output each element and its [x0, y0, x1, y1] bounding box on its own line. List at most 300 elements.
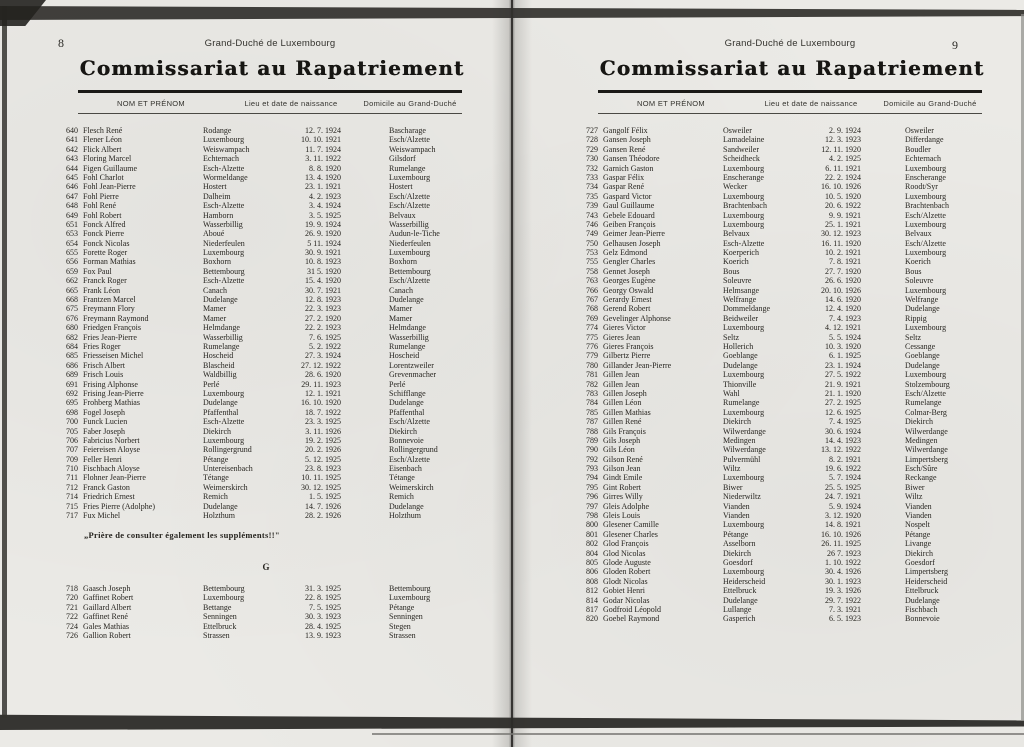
row-name: Gerardy Ernest [603, 295, 652, 305]
table-row [56, 295, 486, 304]
row-birthdate: 19. 6. 1922 [825, 464, 861, 474]
column-header-domicile: Domicile au Grand-Duché [883, 99, 977, 108]
row-domicile: Stolzembourg [905, 379, 950, 389]
table-row [576, 182, 1016, 191]
row-name: Georgy Oswald [603, 285, 654, 295]
table-row [56, 314, 486, 323]
row-birthplace: Aboué [203, 229, 225, 239]
row-name: Georges Eugène [603, 276, 656, 286]
table-row [576, 164, 1016, 173]
page-title-right: Commissariat au Rapatriement [599, 56, 985, 80]
row-birthdate: 26. 11. 1925 [821, 539, 861, 549]
row-birthplace: Koerperich [723, 248, 759, 258]
row-domicile: Senningen [389, 612, 423, 622]
table-row [576, 455, 1016, 464]
row-birthplace: Hostert [203, 182, 227, 192]
row-number: 789 [586, 435, 598, 445]
table-row [576, 239, 1016, 248]
table-row [56, 483, 486, 492]
row-birthplace: Helmsange [723, 285, 759, 295]
row-birthdate: 31 5. 1920 [307, 266, 341, 276]
row-name: Funck Lucien [83, 417, 128, 427]
table-row [576, 389, 1016, 398]
row-birthdate: 12. 1. 1921 [305, 388, 341, 398]
row-name: Gillen Mathias [603, 407, 651, 417]
row-birthdate: 30. 1. 1923 [825, 576, 861, 586]
row-birthdate: 2. 9. 1924 [829, 126, 861, 135]
row-number: 728 [586, 135, 598, 145]
row-birthplace: Thionville [723, 379, 757, 389]
row-domicile: Cessange [905, 341, 936, 351]
row-birthplace: Rollingergrund [203, 445, 252, 455]
row-birthdate: 12. 6. 1925 [825, 407, 861, 417]
row-name: Fries Roger [83, 341, 121, 351]
row-name: Frantzen Marcel [83, 295, 136, 305]
row-domicile: Bettembourg [389, 584, 431, 593]
row-name: Frisch Louis [83, 370, 124, 380]
row-domicile: Goesdorf [905, 557, 935, 567]
row-birthplace: Diekirch [203, 426, 231, 436]
row-name: Gevelinger Alphonse [603, 313, 671, 323]
row-birthdate: 19. 3. 1926 [825, 586, 861, 596]
row-birthdate: 6. 11. 1921 [825, 163, 861, 173]
row-domicile: Luxembourg [905, 248, 947, 258]
row-birthplace: Luxembourg [723, 210, 765, 220]
row-name: Garnich Gaston [603, 163, 654, 173]
row-domicile: Rippig [905, 313, 927, 323]
row-domicile: Boxhorn [389, 257, 417, 267]
row-birthplace: Biwer [723, 482, 743, 492]
row-number: 668 [66, 295, 78, 305]
row-birthplace: Wiltz [723, 464, 741, 474]
row-birthplace: Wasserbillig [203, 332, 243, 342]
row-name: Fonck Pierre [83, 229, 125, 239]
row-birthdate: 6. 1. 1925 [829, 351, 861, 361]
row-birthplace: Diekirch [723, 548, 751, 558]
column-header-birth: Lieu et date de naissance [764, 99, 858, 108]
row-number: 797 [586, 501, 598, 511]
row-birthplace: Strassen [203, 630, 230, 640]
row-name: Gint Robert [603, 482, 641, 492]
table-row [576, 229, 1016, 238]
row-domicile: Vianden [905, 501, 932, 511]
row-domicile: Livange [905, 539, 932, 549]
row-birthdate: 13. 12. 1922 [821, 445, 861, 455]
row-birthplace: Niederfeulen [203, 238, 245, 248]
table-row [56, 593, 486, 602]
header-rule-thin-left [78, 113, 462, 114]
row-birthplace: Esch-Alzette [723, 238, 765, 248]
row-number: 647 [66, 191, 78, 201]
row-birthplace: Echternach [203, 154, 239, 164]
row-name: Fabricius Norbert [83, 435, 140, 445]
row-domicile: Welfrange [905, 295, 939, 305]
table-row [576, 192, 1016, 201]
row-birthdate: 1. 5. 1925 [309, 492, 341, 502]
row-number: 724 [66, 621, 78, 631]
row-number: 714 [66, 492, 78, 502]
table-row [56, 631, 486, 640]
table-row [56, 436, 486, 445]
row-birthdate: 30. 9. 1921 [305, 248, 341, 258]
row-birthplace: Hollerich [723, 341, 754, 351]
row-birthplace: Helmdange [203, 323, 240, 333]
row-number: 785 [586, 407, 598, 417]
row-domicile: Wasserbillig [389, 219, 429, 229]
table-row [56, 464, 486, 473]
row-birthdate: 27. 2. 1920 [305, 313, 341, 323]
row-birthdate: 16. 10. 1920 [301, 398, 341, 408]
row-domicile: Esch/Sûre [905, 464, 938, 474]
row-birthdate: 1. 10. 1922 [825, 557, 861, 567]
table-row [576, 502, 1016, 511]
row-birthdate: 13. 4. 1920 [305, 172, 341, 182]
row-name: Gaffinet Robert [83, 593, 134, 603]
row-birthdate: 26 7. 1923 [827, 548, 861, 558]
table-row [56, 445, 486, 454]
row-number: 784 [586, 398, 598, 408]
row-birthdate: 25. 5. 1925 [825, 482, 861, 492]
table-row [56, 455, 486, 464]
row-name: Flener Léon [83, 135, 122, 145]
row-birthdate: 3. 12. 1920 [825, 511, 861, 521]
row-birthdate: 19. 2. 1925 [305, 435, 341, 445]
table-row [576, 530, 1016, 539]
row-number: 792 [586, 454, 598, 464]
row-domicile: Dudelange [905, 304, 940, 314]
table-row [56, 220, 486, 229]
row-name: Faber Joseph [83, 426, 125, 436]
row-birthdate: 10. 8. 1923 [305, 257, 341, 267]
table-row [576, 370, 1016, 379]
row-birthplace: Ettelbruck [723, 586, 757, 596]
table-row [56, 286, 486, 295]
row-domicile: Luxembourg [905, 191, 947, 201]
row-birthplace: Holzthum [203, 511, 235, 521]
row-number: 684 [66, 341, 78, 351]
row-domicile: Bonnevoie [389, 435, 424, 445]
table-row [56, 389, 486, 398]
row-domicile: Pétange [905, 529, 931, 539]
table-row [56, 492, 486, 501]
row-domicile: Rollingergrund [389, 445, 438, 455]
row-birthplace: Luxembourg [723, 473, 765, 483]
supplements-note: „Prière de consulter également les suppléments!!" [84, 530, 280, 540]
row-birthdate: 4. 2. 1925 [829, 154, 861, 164]
row-birthdate: 7. 4. 1923 [829, 313, 861, 323]
row-name: Franck Gaston [83, 482, 130, 492]
row-number: 705 [66, 426, 78, 436]
row-number: 758 [586, 266, 598, 276]
row-number: 781 [586, 370, 598, 380]
table-row [576, 135, 1016, 144]
row-birthplace: Enscherange [723, 172, 764, 182]
row-number: 720 [66, 593, 78, 603]
row-name: Glesener Camille [603, 520, 659, 530]
row-birthplace: Wormeldange [203, 172, 248, 182]
row-number: 794 [586, 473, 598, 483]
row-birthplace: Dudelange [723, 360, 758, 370]
table-row [576, 520, 1016, 529]
table-row [56, 201, 486, 210]
row-domicile: Dudelange [905, 595, 940, 605]
row-name: Gillen Léon [603, 398, 642, 408]
row-birthdate: 20. 2. 1926 [305, 445, 341, 455]
table-row [56, 584, 486, 593]
row-birthdate: 12. 4. 1920 [825, 304, 861, 314]
row-birthdate: 23. 1. 1924 [825, 360, 861, 370]
row-birthplace: Luxembourg [723, 323, 765, 333]
row-name: Fux Michel [83, 511, 121, 521]
row-domicile: Reckange [905, 473, 937, 483]
table-row [576, 596, 1016, 605]
row-domicile: Weiswampach [389, 144, 436, 154]
row-birthplace: Rumelange [203, 341, 240, 351]
row-name: Freymann Raymond [83, 313, 149, 323]
table-row [56, 370, 486, 379]
row-domicile: Diekirch [389, 426, 417, 436]
row-birthdate: 4. 12. 1921 [825, 323, 861, 333]
row-name: Geiben François [603, 219, 656, 229]
row-number: 798 [586, 511, 598, 521]
page-title-left: Commissariat au Rapatriement [79, 56, 465, 80]
row-domicile: Soleuvre [905, 276, 934, 286]
register-table-left-section-g [56, 584, 486, 640]
row-birthdate: 22. 3. 1923 [305, 304, 341, 314]
row-name: Gengler Charles [603, 257, 656, 267]
row-number: 712 [66, 482, 78, 492]
row-birthplace: Vianden [723, 501, 750, 511]
row-name: Gilson René [603, 454, 643, 464]
table-row [56, 126, 486, 135]
row-number: 782 [586, 379, 598, 389]
row-domicile: Wilwerdange [905, 426, 948, 436]
table-row [56, 135, 486, 144]
row-name: Gillen René [603, 417, 642, 427]
row-birthdate: 28. 6. 1920 [305, 370, 341, 380]
row-name: Glod Nicolas [603, 548, 646, 558]
row-number: 640 [66, 126, 78, 135]
row-name: Fohl Jean-Pierre [83, 182, 136, 192]
row-birthplace: Bettembourg [203, 584, 245, 593]
row-birthdate: 6. 5. 1923 [829, 614, 861, 624]
row-domicile: Fischbach [905, 604, 938, 614]
row-domicile: Differdange [905, 135, 944, 145]
row-name: Gieres Jean [603, 332, 641, 342]
row-birthplace: Luxembourg [203, 135, 245, 145]
row-domicile: Seltz [905, 332, 921, 342]
row-name: Friesseisen Michel [83, 351, 144, 361]
column-header-domicile: Domicile au Grand-Duché [363, 99, 457, 108]
row-name: Gaspard Victor [603, 191, 652, 201]
row-birthdate: 15. 4. 1920 [305, 276, 341, 286]
row-name: Frisch Albert [83, 360, 125, 370]
row-birthplace: Dommeldange [723, 304, 771, 314]
row-name: Gerend Robert [603, 304, 651, 314]
row-name: Gillen Joseph [603, 388, 647, 398]
row-domicile: Luxembourg [389, 172, 431, 182]
row-number: 644 [66, 163, 78, 173]
row-number: 717 [66, 511, 78, 521]
table-row [56, 257, 486, 266]
table-row [56, 267, 486, 276]
row-number: 814 [586, 595, 598, 605]
row-number: 655 [66, 248, 78, 258]
row-domicile: Hostert [389, 182, 413, 192]
row-domicile: Luxembourg [389, 593, 431, 603]
row-number: 743 [586, 210, 598, 220]
row-number: 709 [66, 454, 78, 464]
row-birthdate: 30. 7. 1921 [305, 285, 341, 295]
row-domicile: Medingen [905, 435, 938, 445]
row-domicile: Canach [389, 285, 413, 295]
row-birthdate: 5 11. 1924 [307, 238, 341, 248]
row-number: 796 [586, 492, 598, 502]
row-number: 739 [586, 201, 598, 211]
row-number: 648 [66, 201, 78, 211]
row-name: Franck Roger [83, 276, 127, 286]
row-birthplace: Tétange [203, 473, 229, 483]
row-birthplace: Pétange [203, 454, 229, 464]
row-number: 651 [66, 219, 78, 229]
row-domicile: Luxembourg [905, 370, 947, 380]
row-birthplace: Rodange [203, 126, 232, 135]
row-birthdate: 30. 4. 1926 [825, 567, 861, 577]
table-row [576, 333, 1016, 342]
row-name: Glesener Charles [603, 529, 658, 539]
row-domicile: Bettembourg [389, 266, 431, 276]
row-birthplace: Welfrange [723, 295, 757, 305]
row-birthdate: 29. 7. 1922 [825, 595, 861, 605]
row-name: Gillen Jean [603, 379, 640, 389]
row-number: 649 [66, 210, 78, 220]
row-name: Glod François [603, 539, 649, 549]
row-birthplace: Ettelbruck [203, 621, 237, 631]
row-birthdate: 12. 11. 1920 [821, 144, 861, 154]
row-name: Geimer Jean-Pierre [603, 229, 665, 239]
row-number: 783 [586, 388, 598, 398]
row-number: 780 [586, 360, 598, 370]
row-birthplace: Esch-Alzette [203, 163, 245, 173]
row-number: 692 [66, 388, 78, 398]
row-name: Gillander Jean-Pierre [603, 360, 672, 370]
row-birthdate: 14. 6. 1920 [825, 295, 861, 305]
page-number-left: 8 [58, 36, 64, 50]
row-birthplace: Wilwerdange [723, 426, 766, 436]
row-domicile: Mamer [389, 313, 413, 323]
row-domicile: Esch/Alzette [389, 276, 430, 286]
row-birthdate: 16. 11. 1920 [821, 238, 861, 248]
row-number: 768 [586, 304, 598, 314]
table-row [576, 304, 1016, 313]
table-row [56, 304, 486, 313]
row-number: 729 [586, 144, 598, 154]
table-row [56, 323, 486, 332]
register-table-left [56, 126, 486, 520]
row-birthplace: Brachtenbach [723, 201, 767, 211]
table-row [56, 511, 486, 520]
row-birthplace: Luxembourg [723, 191, 765, 201]
row-birthdate: 10. 10. 1921 [301, 135, 341, 145]
table-row [576, 549, 1016, 558]
row-birthplace: Pfaffenthal [203, 407, 239, 417]
row-birthplace: Medingen [723, 435, 756, 445]
row-name: Fries Pierre (Adolphe) [83, 501, 155, 511]
table-row [56, 333, 486, 342]
row-domicile: Lorentzweiler [389, 360, 434, 370]
row-birthdate: 30. 12. 1925 [301, 482, 341, 492]
row-birthdate: 27. 5. 1922 [825, 370, 861, 380]
row-birthdate: 8. 2. 1921 [829, 454, 861, 464]
row-domicile: Echternach [905, 154, 941, 164]
row-birthdate: 3. 4. 1924 [309, 201, 341, 211]
row-birthdate: 14. 4. 1923 [825, 435, 861, 445]
row-domicile: Brachtenbach [905, 201, 949, 211]
book-gutter-line [511, 0, 513, 747]
table-row [576, 427, 1016, 436]
row-number: 718 [66, 584, 78, 593]
table-row [576, 436, 1016, 445]
row-birthplace: Lamadelaine [723, 135, 765, 145]
row-birthplace: Wecker [723, 182, 748, 192]
row-number: 698 [66, 407, 78, 417]
row-birthplace: Lullange [723, 604, 752, 614]
row-birthplace: Boxhorn [203, 257, 231, 267]
row-birthdate: 18. 7. 1922 [305, 407, 341, 417]
row-birthplace: Waldbillig [203, 370, 237, 380]
row-domicile: Rumelange [905, 398, 942, 408]
row-birthplace: Weimerskirch [203, 482, 248, 492]
row-name: Gennet Joseph [603, 266, 650, 276]
row-birthplace: Blascheid [203, 360, 235, 370]
row-number: 675 [66, 304, 78, 314]
row-domicile: Belvaux [905, 229, 932, 239]
row-birthdate: 12. 8. 1923 [305, 295, 341, 305]
row-birthdate: 10. 3. 1920 [825, 341, 861, 351]
row-birthplace: Luxembourg [203, 435, 245, 445]
row-birthplace: Bettange [203, 602, 232, 612]
row-number: 711 [66, 473, 78, 483]
row-name: Figen Guillaume [83, 163, 137, 173]
row-birthplace: Belvaux [723, 229, 750, 239]
row-domicile: Rumelange [389, 163, 426, 173]
table-row [576, 473, 1016, 482]
row-domicile: Wasserbillig [389, 332, 429, 342]
table-row [576, 483, 1016, 492]
table-row [56, 192, 486, 201]
row-domicile: Nospelt [905, 520, 930, 530]
row-name: Glodt Nicolas [603, 576, 648, 586]
row-number: 788 [586, 426, 598, 436]
column-header-name: NOM ET PRÉNOM [117, 99, 185, 108]
row-domicile: Hoscheid [389, 351, 420, 361]
row-number: 732 [586, 163, 598, 173]
row-birthdate: 22. 2. 1924 [825, 172, 861, 182]
row-birthdate: 3. 5. 1925 [309, 210, 341, 220]
row-birthdate: 30. 12. 1923 [821, 229, 861, 239]
row-number: 775 [586, 332, 598, 342]
table-row [576, 445, 1016, 454]
row-birthplace: Asselborn [723, 539, 756, 549]
row-birthplace: Dudelange [203, 398, 238, 408]
row-domicile: Luxembourg [905, 285, 947, 295]
row-domicile: Esch/Alzette [389, 191, 430, 201]
row-number: 805 [586, 557, 598, 567]
table-row [56, 408, 486, 417]
row-birthdate: 7. 4. 1925 [829, 417, 861, 427]
row-birthplace: Untereisenbach [203, 464, 253, 474]
row-name: Flohner Jean-Pierre [83, 473, 146, 483]
